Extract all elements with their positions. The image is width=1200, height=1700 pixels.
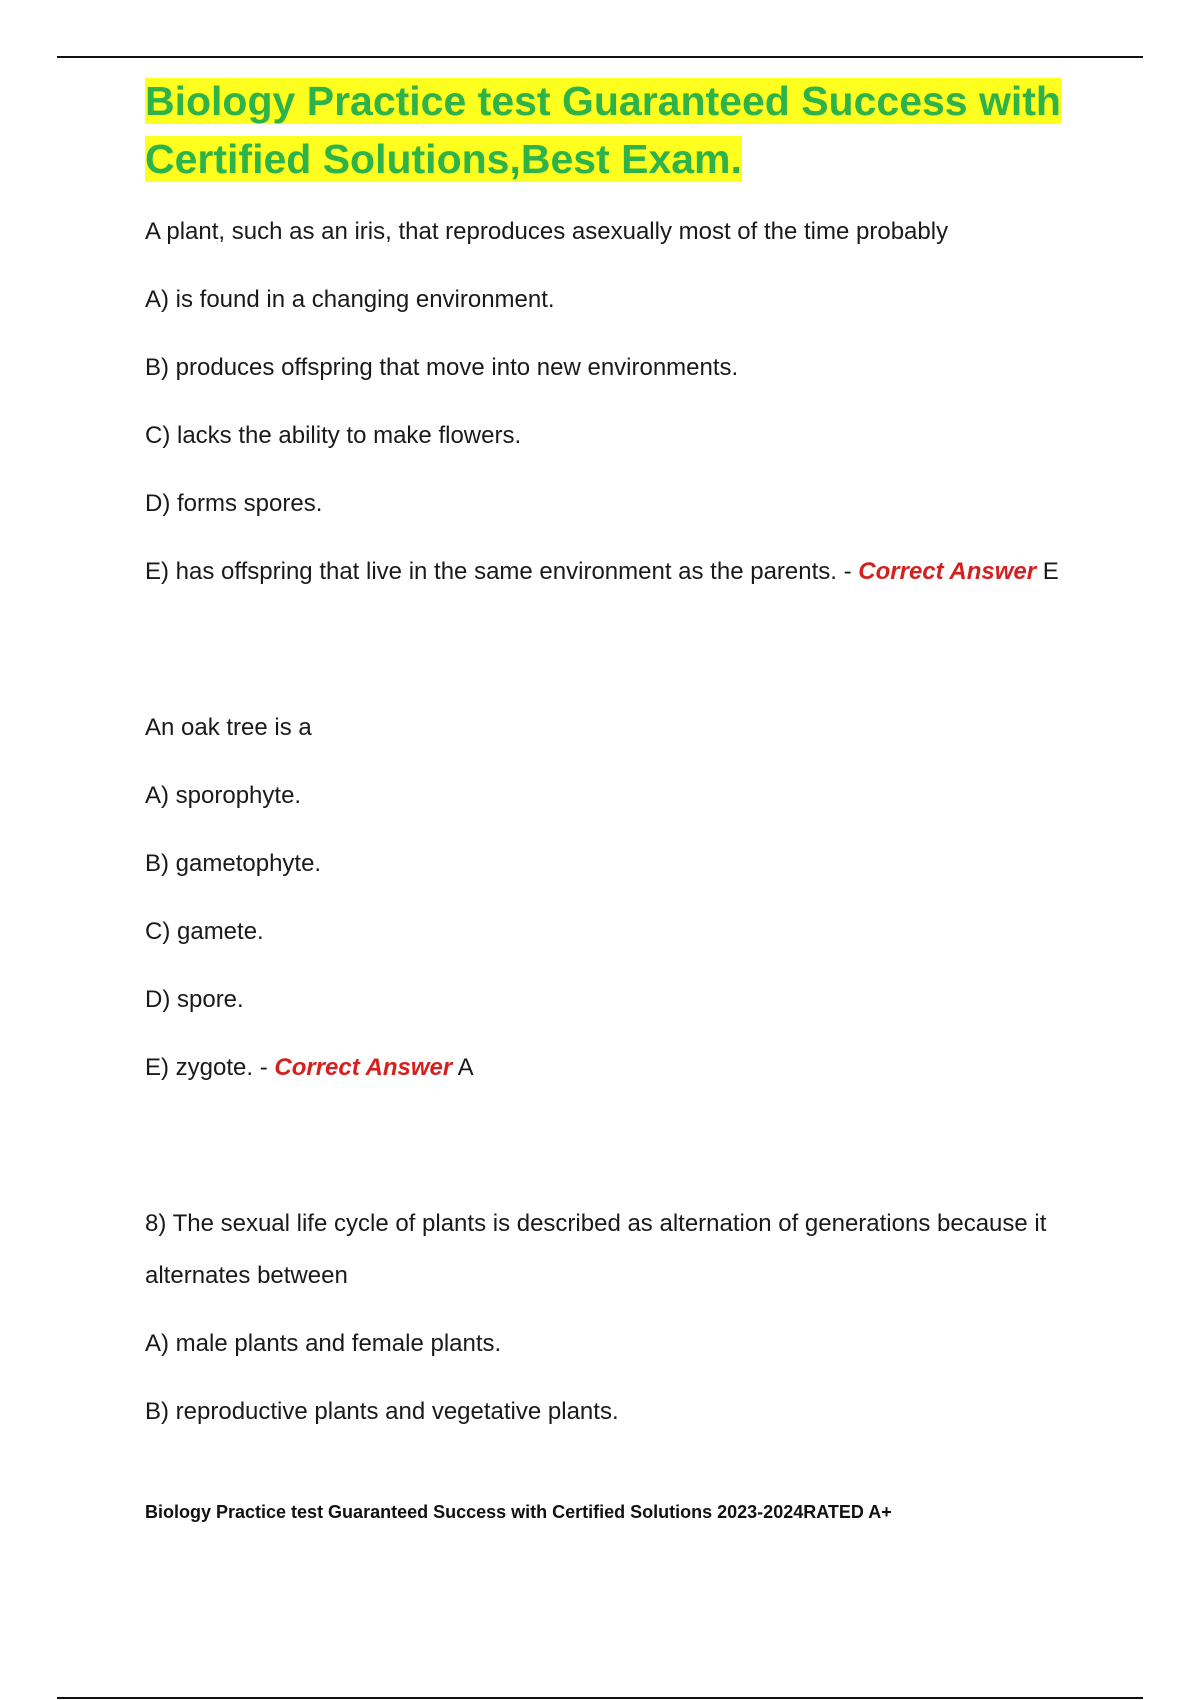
footer-note: Biology Practice test Guaranteed Success with Certified Solutions 2023-2024RATED A+	[145, 1502, 892, 1522]
question-stem: 8) The sexual life cycle of plants is described as alternation of generations because it alternates between	[145, 1210, 1047, 1289]
option-e-with-answer	[145, 546, 1105, 598]
option-d: D) spore.	[145, 986, 244, 1013]
question-1	[145, 206, 1105, 598]
document-title: Biology Practice test Guaranteed Success with Certified Solutions,Best Exam.	[145, 78, 1061, 182]
option-b: B) gametophyte.	[145, 850, 322, 877]
correct-answer-value: E	[1042, 558, 1059, 585]
option-e-with-answer	[145, 1042, 1105, 1094]
correct-answer-label: Correct Answer	[858, 558, 1037, 585]
option-a: A) male plants and female plants.	[145, 1330, 502, 1357]
option-a: A) sporophyte.	[145, 782, 302, 809]
answer-dash: -	[253, 1054, 275, 1081]
question-stem: A plant, such as an iris, that reproduces asexually most of the time probably	[145, 218, 949, 245]
option-e: E) has offspring that live in the same environment as the parents.	[145, 558, 837, 585]
question-stem: An oak tree is a	[145, 714, 312, 741]
option-c: C) lacks the ability to make flowers.	[145, 422, 522, 449]
answer-dash: -	[836, 558, 859, 585]
option-b: B) produces offspring that move into new environments.	[145, 354, 739, 381]
document-body	[145, 72, 1105, 1454]
correct-answer-value: A	[457, 1054, 474, 1081]
question-3	[145, 1198, 1105, 1438]
option-b: B) reproductive plants and vegetative plants.	[145, 1398, 619, 1425]
bottom-rule	[57, 1697, 1143, 1699]
correct-answer-label: Correct Answer	[274, 1054, 453, 1081]
option-d: D) forms spores.	[145, 490, 323, 517]
option-a: A) is found in a changing environment.	[145, 286, 555, 313]
option-e: E) zygote.	[145, 1054, 254, 1081]
question-2	[145, 702, 1105, 1094]
top-rule	[57, 56, 1143, 58]
option-c: C) gamete.	[145, 918, 264, 945]
